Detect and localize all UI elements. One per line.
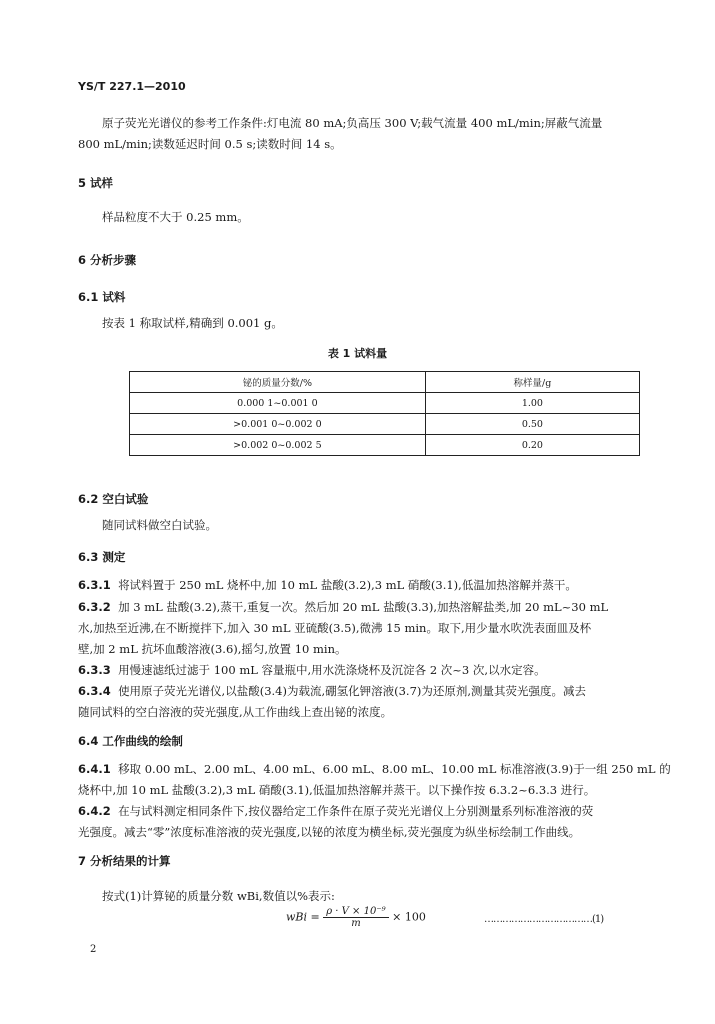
clause-label: 6.3.2 xyxy=(78,600,111,614)
para-6-3-2 xyxy=(78,596,608,618)
section-6-1-text: 按表 1 称取试样,精确到 0.001 g。 xyxy=(102,316,283,330)
table-header-cell: 铋的质量分数/% xyxy=(130,372,426,393)
para-6-3-4 xyxy=(78,680,586,702)
formula-label: ………………………………(1) xyxy=(484,914,604,925)
table-header-cell: 称样量/g xyxy=(425,372,639,393)
section-7-heading: 7 分析结果的计算 xyxy=(78,854,171,868)
clause-label: 6.3.3 xyxy=(78,663,111,677)
table-cell: >0.001 0~0.002 0 xyxy=(130,414,426,435)
section-6-3-heading: 6.3 测定 xyxy=(78,550,126,564)
formula-denominator: m xyxy=(351,918,361,929)
formula-lhs: wBi = xyxy=(286,910,320,924)
table-header-row xyxy=(130,372,640,393)
clause-text: 在与试料测定相同条件下,按仪器给定工作条件在原子荧光光谱仪上分别测量系列标准溶液的荧 xyxy=(118,804,594,818)
sample-mass-table xyxy=(129,371,640,456)
clause-text: 将试料置于 250 mL 烧杯中,加 10 mL 盐酸(3.2),3 mL 硝酸(3.1),低温加热溶解并蒸干。 xyxy=(118,578,577,592)
section-6-2-heading: 6.2 空白试验 xyxy=(78,492,149,506)
table-row xyxy=(130,393,640,414)
para-6-4-2 xyxy=(78,800,593,822)
table-cell: >0.002 0~0.002 5 xyxy=(130,435,426,456)
section-6-4-heading: 6.4 工作曲线的绘制 xyxy=(78,734,183,748)
formula-numerator: ρ · V × 10⁻⁹ xyxy=(323,906,388,918)
para-6-3-3 xyxy=(78,659,546,681)
para-6-3-2-line-3: 壁,加 2 mL 抗坏血酸溶液(3.6),摇匀,放置 10 min。 xyxy=(78,642,347,656)
section-6-heading: 6 分析步骤 xyxy=(78,253,137,267)
para-6-4-1 xyxy=(78,758,671,780)
clause-text: 使用原子荧光光谱仪,以盐酸(3.4)为载流,硼氢化钾溶液(3.7)为还原剂,测量其荧光强度。减去 xyxy=(118,684,587,698)
section-6-2-text: 随同试料做空白试验。 xyxy=(102,518,217,532)
section-7-text: 按式(1)计算铋的质量分数 wBi,数值以%表示: xyxy=(102,889,335,903)
para-6-4-1-line-2: 烧杯中,加 10 mL 盐酸(3.2),3 mL 硝酸(3.1),低温加热溶解并蒸干。以下操作按 6.3.2~6.3.3 进行。 xyxy=(78,783,596,797)
clause-label: 6.4.1 xyxy=(78,762,111,776)
para-6-3-2-line-2: 水,加热至近沸,在不断搅拌下,加入 30 mL 亚硫酸(3.5),微沸 15 min。取下,用少量水吹洗表面皿及杯 xyxy=(78,621,592,635)
clause-label: 6.3.4 xyxy=(78,684,111,698)
table-cell: 0.20 xyxy=(425,435,639,456)
para-6-4-2-line-2: 光强度。减去“零”浓度标准溶液的荧光强度,以铋的浓度为横坐标,荧光强度为纵坐标绘制工作曲线。 xyxy=(78,825,581,839)
table-row xyxy=(130,414,640,435)
clause-text: 加 3 mL 盐酸(3.2),蒸干,重复一次。然后加 20 mL 盐酸(3.3),加热溶解盐类,加 20 mL~30 mL xyxy=(118,600,609,614)
formula-fraction xyxy=(323,906,388,929)
clause-label: 6.3.1 xyxy=(78,578,111,592)
formula-rhs: × 100 xyxy=(392,910,426,924)
para-6-3-1 xyxy=(78,574,577,596)
standard-code-header: YS/T 227.1—2010 xyxy=(78,80,186,93)
formula-1 xyxy=(286,906,426,929)
table-cell: 0.50 xyxy=(425,414,639,435)
clause-label: 6.4.2 xyxy=(78,804,111,818)
intro-line-1: 原子荧光光谱仪的参考工作条件:灯电流 80 mA;负高压 300 V;载气流量 400 mL/min;屏蔽气流量 xyxy=(102,116,603,130)
section-6-1-heading: 6.1 试料 xyxy=(78,290,126,304)
section-5-text: 样品粒度不大于 0.25 mm。 xyxy=(102,210,249,224)
clause-text: 用慢速滤纸过滤于 100 mL 容量瓶中,用水洗涤烧杯及沉淀各 2 次~3 次,以水定容。 xyxy=(118,663,546,677)
table-cell: 1.00 xyxy=(425,393,639,414)
section-5-heading: 5 试样 xyxy=(78,176,114,190)
para-6-3-4-line-2: 随同试料的空白溶液的荧光强度,从工作曲线上查出铋的浓度。 xyxy=(78,705,393,719)
intro-line-2: 800 mL/min;读数延迟时间 0.5 s;读数时间 14 s。 xyxy=(78,137,342,151)
table-row xyxy=(130,435,640,456)
table-cell: 0.000 1~0.001 0 xyxy=(130,393,426,414)
page-number: 2 xyxy=(90,944,97,955)
clause-text: 移取 0.00 mL、2.00 mL、4.00 mL、6.00 mL、8.00 mL、10.00 mL 标准溶液(3.9)于一组 250 mL 的 xyxy=(118,762,671,776)
table-1-title: 表 1 试料量 xyxy=(327,347,388,360)
